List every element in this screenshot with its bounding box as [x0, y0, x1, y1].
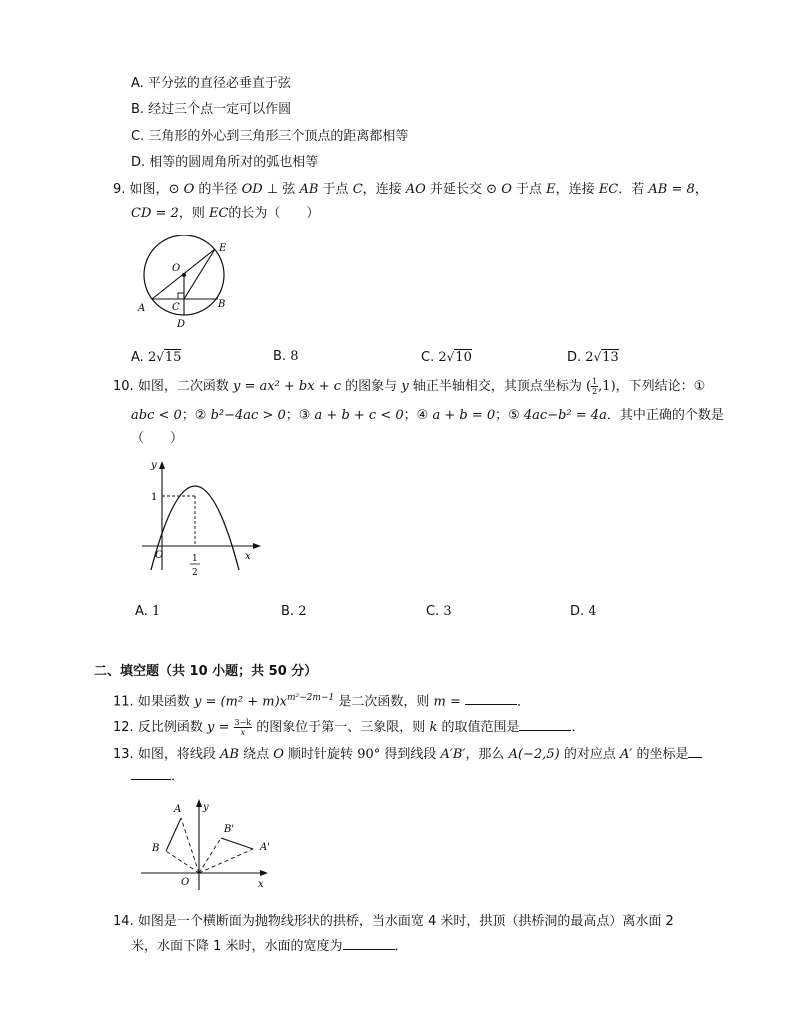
q13-dashed-oa: [181, 818, 199, 873]
q13-label-aprime: A': [260, 842, 270, 853]
q12-answer-blank[interactable]: [519, 717, 571, 731]
q13-number: 13.: [113, 747, 134, 762]
q13-answer-blank-start[interactable]: [688, 744, 702, 758]
q13-rotation-figure: [136, 796, 286, 894]
q10-label-y: y: [151, 460, 157, 471]
q9-option-c: C. 2√10: [421, 350, 472, 365]
q9-label-b: B: [218, 299, 226, 310]
q13-label-bprime: B': [224, 824, 235, 835]
q10-stem-line2: abc < 0；② b²−4ac > 0；③ a + b + c < 0；④ a + b = 0；⑤ 4ac−b² = 4a．其中正确的个数是: [131, 408, 724, 423]
q10-number: 10.: [113, 379, 134, 394]
q13-segment-apbp: [221, 838, 253, 849]
q9-number: 9.: [113, 182, 126, 197]
q13-segment-ab: [166, 818, 181, 851]
q9-option-b: B. 8: [273, 349, 299, 364]
q10-label-half-den: 2: [192, 568, 198, 578]
q9-stem-line2: CD = 2，则 EC的长为（ ）: [131, 206, 320, 221]
q12-stem: 12. 反比例函数 y = $\frac{3-k}{x}$ 的图象位于第一、三象限，则 k 的取值范围是 ．: [113, 718, 585, 737]
q9-option-d: D. 2√13: [567, 350, 619, 365]
q8-option-c: C. 三角形的外心到三角形三个顶点的距离都相等: [131, 129, 409, 144]
q14-number: 14.: [113, 914, 134, 929]
q9-option-a: A. 2√15: [131, 350, 182, 365]
q9-center-point: [182, 273, 186, 277]
q10-label-one: 1: [151, 492, 158, 503]
q9-label-c: C: [172, 302, 180, 313]
q10-option-d: D. 4: [570, 604, 597, 619]
q9-label-o: O: [172, 263, 181, 274]
q13-y-axis-arrow: [196, 799, 202, 807]
q11-answer-blank[interactable]: [465, 691, 517, 705]
q13-label-b: B: [152, 843, 160, 854]
q8-option-b: B. 经过三个点一定可以作圆: [131, 102, 292, 117]
q10-label-x: x: [245, 551, 251, 562]
q13-dashed-ob: [166, 851, 199, 873]
q11-stem: 11. 如果函数 $y = (m^2 + m)x^{m^2-2m-1}$ 是二次函数，则 m = ．: [113, 693, 531, 710]
q9-circle-figure: [135, 235, 235, 335]
q10-option-a: A. 1: [135, 604, 161, 619]
q9-stem-line1: 9. 如图，⊙ O 的半径 OD ⊥ 弦 AB 于点 C，连接 AO 并延长交 ⊙ O 于点 E，连接 EC．若 AB = 8，: [113, 182, 708, 197]
q9-label-a: A: [138, 303, 146, 314]
q9-label-e: E: [219, 243, 227, 254]
q10-label-o: O: [155, 550, 164, 561]
q13-label-o: O: [181, 877, 190, 888]
section-title-fill-in: 二、填空题（共 10 小题；共 50 分）: [94, 664, 318, 679]
q13-stem-line2: ．: [131, 766, 184, 786]
q14-stem-line1: 14. 如图是一个横断面为抛物线形状的拱桥，当水面宽 4 米时，拱顶（拱桥洞的最高点）离水面 2: [113, 914, 674, 929]
q13-x-axis-arrow: [260, 870, 268, 876]
q13-label-a: A: [174, 804, 182, 815]
q13-stem-line1: 13. 如图，将线段 AB 绕点 O 顺时针旋转 90° 得到线段 A′B′，那么 A(−2,5) 的对应点 A′ 的坐标是: [113, 744, 702, 764]
q10-option-c: C. 3: [426, 604, 452, 619]
q10-parabola-figure: [137, 458, 267, 590]
q9-segment-ec: [184, 249, 215, 299]
q10-y-axis-arrow: [159, 461, 165, 469]
q13-dashed-oap: [199, 849, 253, 873]
q10-option-b: B. 2: [281, 604, 307, 619]
q8-option-d: D. 相等的圆周角所对的弧也相等: [131, 155, 319, 170]
q8-option-a: A. 平分弦的直径必垂直于弦: [131, 76, 291, 91]
q13-label-x: x: [258, 879, 264, 890]
q13-dashed-obp: [199, 838, 221, 873]
q9-right-angle-mark: [178, 293, 184, 299]
q11-number: 11.: [113, 694, 134, 710]
q10-x-axis-arrow: [253, 543, 261, 549]
q9-label-d: D: [177, 319, 186, 330]
q14-answer-blank[interactable]: [343, 936, 395, 950]
q10-label-half-num: 1: [192, 554, 198, 564]
q14-stem-line2: 米，水面下降 1 米时，水面的宽度为 ．: [131, 936, 408, 956]
q13-answer-blank-end[interactable]: [131, 766, 171, 780]
q12-number: 12.: [113, 720, 134, 735]
q13-label-y: y: [203, 802, 209, 813]
q10-stem-line3: （ ）: [131, 431, 184, 446]
q10-stem-line1: 10. 如图，二次函数 y = ax² + bx + c 的图象与 y 轴正半轴相交，其顶点坐标为 ( $\frac{1}{2}$ ,1)，下列结论：①: [113, 377, 706, 396]
